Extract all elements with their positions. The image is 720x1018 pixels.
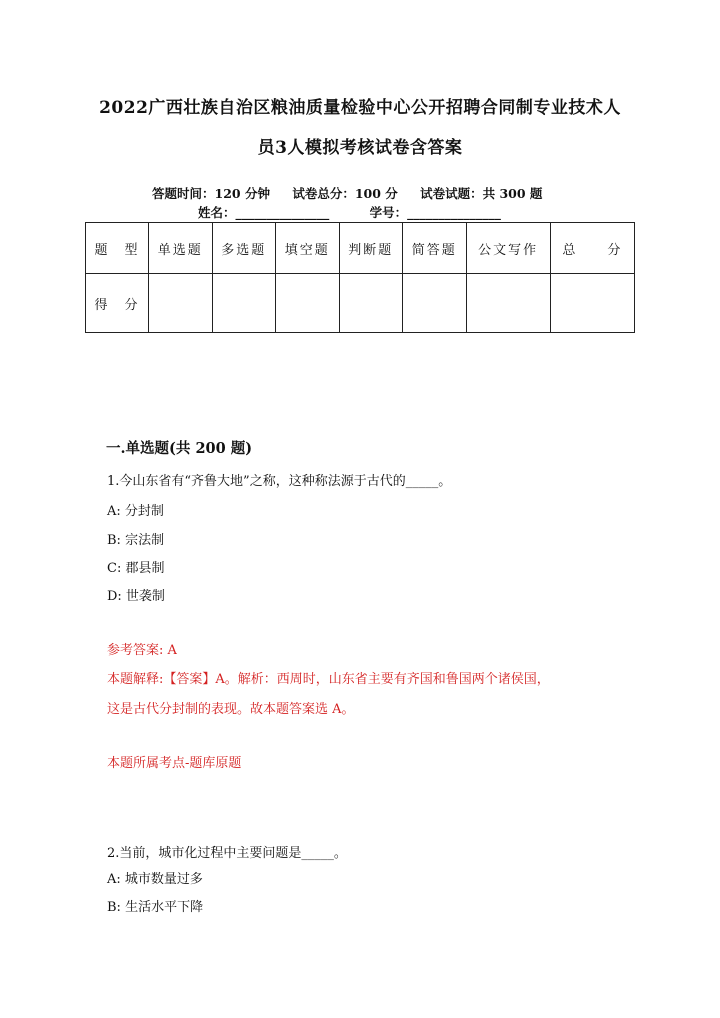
score-cell [276, 274, 340, 333]
question-2-option-b: B: 生活水平下降 [107, 900, 204, 915]
question-1-option-a: A: 分封制 [107, 504, 164, 519]
question-1-stem: 1.今山东省有“齐鲁大地”之称，这种称法源于古代的_____。 [107, 474, 452, 489]
exam-question-count: 试卷试题：共 300 题 [420, 186, 543, 201]
section-title: 一.单选题(共 200 题) [106, 440, 253, 457]
question-1-option-c: C: 郡县制 [107, 561, 165, 576]
score-cell [466, 274, 550, 333]
question-2-stem: 2.当前，城市化过程中主要问题是_____。 [107, 846, 347, 861]
question-1-source: 本题所属考点-题库原题 [107, 756, 242, 771]
score-cell [149, 274, 213, 333]
score-header-cell: 题 型 [86, 223, 149, 274]
score-cell [403, 274, 467, 333]
exam-title-line-1: 2022广西壮族自治区粮油质量检验中心公开招聘合同制专业技术人 [99, 98, 621, 118]
score-cell [212, 274, 276, 333]
exam-time: 答题时间：120 分钟 [152, 186, 270, 201]
question-1-option-d: D: 世袭制 [107, 589, 165, 604]
score-table [85, 222, 635, 333]
exam-title-line-2: 员3人模拟考核试卷含答案 [257, 138, 463, 158]
score-cell [339, 274, 403, 333]
student-info-line [198, 203, 519, 221]
score-header-cell: 公文写作 [466, 223, 550, 274]
score-table-score-row [86, 274, 635, 333]
score-header-cell: 填空题 [276, 223, 340, 274]
score-header-cell: 单选题 [149, 223, 213, 274]
question-1-option-b: B: 宗法制 [107, 533, 165, 548]
question-1-explanation-line-2: 这是古代分封制的表现。故本题答案选 A。 [107, 702, 355, 717]
question-1-answer: 参考答案: A [107, 643, 177, 658]
student-name-field: 姓名：_______________ [198, 205, 330, 220]
score-cell [550, 274, 634, 333]
question-2-option-a: A: 城市数量过多 [107, 872, 203, 887]
score-table-header-row [86, 223, 635, 274]
exam-total-score: 试卷总分：100 分 [292, 186, 398, 201]
student-id-field: 学号：_______________ [369, 205, 501, 220]
score-row-label: 得 分 [86, 274, 149, 333]
score-header-cell: 简答题 [403, 223, 467, 274]
score-header-cell: 总 分 [550, 223, 634, 274]
exam-info-line [152, 184, 560, 202]
question-1-explanation-line-1: 本题解释:【答案】A。解析：西周时，山东省主要有齐国和鲁国两个诸侯国， [107, 672, 550, 687]
score-header-cell: 判断题 [339, 223, 403, 274]
score-header-cell: 多选题 [212, 223, 276, 274]
